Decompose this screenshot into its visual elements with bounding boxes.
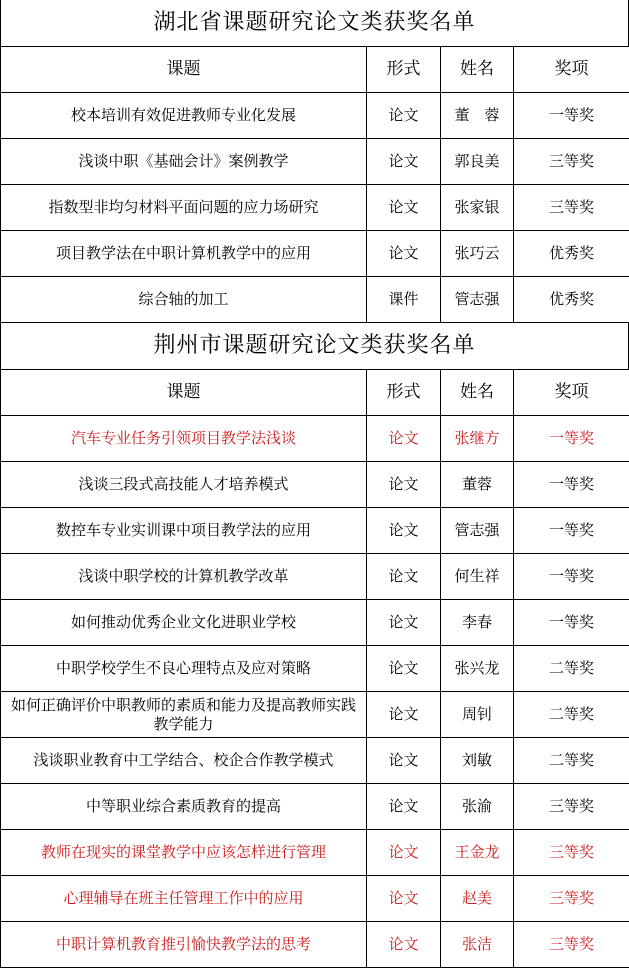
table-row [1,277,629,323]
cell-name: 刘敏 [441,738,514,784]
table-row [1,139,629,185]
cell-name: 管志强 [441,277,514,323]
cell-form: 课件 [367,277,441,323]
header-name: 姓名 [441,47,514,93]
cell-form: 论文 [367,784,441,830]
cell-form: 论文 [367,738,441,784]
table-row [1,462,629,508]
table-header-row [1,47,629,93]
table-row [1,922,629,968]
cell-topic: 汽车专业任务引领项目教学法浅谈 [1,416,367,462]
cell-award: 三等奖 [514,830,629,876]
cell-award: 三等奖 [514,185,629,231]
cell-topic: 浅谈职业教育中工学结合、校企合作教学模式 [1,738,367,784]
cell-topic: 中等职业综合素质教育的提高 [1,784,367,830]
cell-form: 论文 [367,508,441,554]
cell-award: 一等奖 [514,554,629,600]
cell-name: 王金龙 [441,830,514,876]
section1-title: 湖北省课题研究论文类获奖名单 [0,0,629,46]
table-row [1,784,629,830]
table-row [1,738,629,784]
section2-body [1,416,629,968]
cell-topic: 浅谈三段式高技能人才培养模式 [1,462,367,508]
cell-name: 李春 [441,600,514,646]
table-row [1,185,629,231]
cell-name: 张兴龙 [441,646,514,692]
header-form: 形式 [367,47,441,93]
cell-name: 周钊 [441,692,514,738]
cell-award: 一等奖 [514,508,629,554]
cell-award: 一等奖 [514,416,629,462]
cell-topic: 心理辅导在班主任管理工作中的应用 [1,876,367,922]
table-row [1,646,629,692]
cell-form: 论文 [367,876,441,922]
cell-award: 一等奖 [514,462,629,508]
table-row [1,508,629,554]
section2-table [0,369,629,968]
section1-table [0,46,629,323]
cell-name: 张洁 [441,922,514,968]
header-name: 姓名 [441,370,514,416]
section2-title: 荆州市课题研究论文类获奖名单 [0,323,629,369]
cell-award: 二等奖 [514,738,629,784]
cell-name: 董蓉 [441,462,514,508]
cell-name: 张巧云 [441,231,514,277]
cell-award: 一等奖 [514,93,629,139]
table-row [1,830,629,876]
cell-award: 三等奖 [514,876,629,922]
header-topic: 课题 [1,47,367,93]
cell-topic: 中职计算机教育推引愉快教学法的思考 [1,922,367,968]
cell-award: 优秀奖 [514,231,629,277]
header-award: 奖项 [514,47,629,93]
table-row [1,600,629,646]
cell-award: 优秀奖 [514,277,629,323]
cell-name: 赵美 [441,876,514,922]
cell-form: 论文 [367,600,441,646]
table-row [1,416,629,462]
cell-award: 二等奖 [514,646,629,692]
cell-form: 论文 [367,462,441,508]
cell-form: 论文 [367,922,441,968]
cell-topic: 中职学校学生不良心理特点及应对策略 [1,646,367,692]
cell-award: 三等奖 [514,922,629,968]
cell-form: 论文 [367,185,441,231]
cell-topic: 综合轴的加工 [1,277,367,323]
cell-form: 论文 [367,646,441,692]
cell-name: 张家银 [441,185,514,231]
cell-name: 张继方 [441,416,514,462]
cell-name: 何生祥 [441,554,514,600]
cell-award: 一等奖 [514,600,629,646]
cell-topic: 指数型非均匀材料平面问题的应力场研究 [1,185,367,231]
table-row [1,93,629,139]
cell-form: 论文 [367,692,441,738]
cell-form: 论文 [367,139,441,185]
cell-award: 三等奖 [514,784,629,830]
cell-topic: 如何推动优秀企业文化进职业学校 [1,600,367,646]
header-topic: 课题 [1,370,367,416]
header-award: 奖项 [514,370,629,416]
table-row [1,231,629,277]
cell-topic: 浅谈中职《基础会计》案例教学 [1,139,367,185]
cell-topic: 数控车专业实训课中项目教学法的应用 [1,508,367,554]
cell-form: 论文 [367,830,441,876]
table-row [1,876,629,922]
cell-name: 管志强 [441,508,514,554]
cell-topic: 项目教学法在中职计算机教学中的应用 [1,231,367,277]
cell-name: 郭良美 [441,139,514,185]
section1-body [1,93,629,323]
cell-form: 论文 [367,93,441,139]
header-form: 形式 [367,370,441,416]
cell-name: 董 蓉 [441,93,514,139]
table-row [1,554,629,600]
cell-topic: 教师在现实的课堂教学中应该怎样进行管理 [1,830,367,876]
cell-topic: 校本培训有效促进教师专业化发展 [1,93,367,139]
cell-award: 二等奖 [514,692,629,738]
cell-form: 论文 [367,416,441,462]
cell-award: 三等奖 [514,139,629,185]
table-row [1,692,629,738]
cell-form: 论文 [367,231,441,277]
cell-name: 张渝 [441,784,514,830]
cell-form: 论文 [367,554,441,600]
cell-topic: 浅谈中职学校的计算机教学改革 [1,554,367,600]
table-header-row [1,370,629,416]
cell-topic: 如何正确评价中职教师的素质和能力及提高教师实践教学能力 [1,692,367,738]
